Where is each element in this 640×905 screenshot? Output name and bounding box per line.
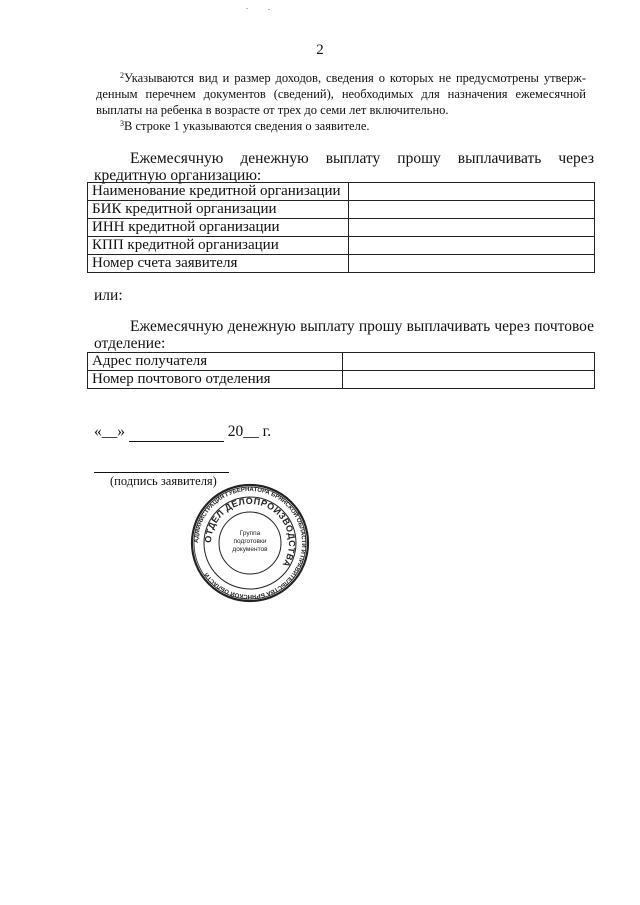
table-row bbox=[88, 353, 595, 371]
credit-row-value[interactable] bbox=[349, 219, 595, 237]
credit-row-value[interactable] bbox=[349, 237, 595, 255]
credit-intro: Ежемесячную денежную выплату прошу выплачивать через кредитную организацию: bbox=[94, 150, 594, 184]
table-row bbox=[88, 201, 595, 219]
postal-row-value[interactable] bbox=[343, 353, 595, 371]
credit-row-label: КПП кредитной организации bbox=[88, 237, 349, 255]
credit-row-value[interactable] bbox=[349, 255, 595, 273]
footnote-2-text: Указываются вид и размер доходов, сведения о которых не предусмотрены утверж-денным перечнем документов (сведений), необходимых для назначения ежемесячной выплаты на ребенка в возрасте от трех до семи лет включительно. bbox=[96, 71, 586, 117]
credit-row-label: Номер счета заявителя bbox=[88, 255, 349, 273]
stamp-outer-text: АДМИНИСТРАЦИЯ ГУБЕРНАТОРА БРЯНСКОЙ ОБЛАСТИ И ПРАВИТЕЛЬСТВА БРЯНСКОЙ ОБЛАСТИ bbox=[193, 486, 307, 600]
date-day: «__» bbox=[94, 423, 125, 440]
signature-caption: (подпись заявителя) bbox=[110, 474, 217, 488]
date-line bbox=[94, 423, 271, 442]
credit-row-label: Наименование кредитной организации bbox=[88, 183, 349, 201]
or-text: или: bbox=[94, 287, 123, 304]
scan-speck bbox=[246, 8, 248, 9]
stamp-center-line1: Группа bbox=[239, 530, 261, 537]
scan-speck bbox=[268, 9, 270, 10]
table-row bbox=[88, 237, 595, 255]
footnote-3 bbox=[120, 118, 370, 134]
footnote-3-text: В строке 1 указываются сведения о заявителе. bbox=[124, 119, 370, 133]
postal-row-label: Номер почтового отделения bbox=[88, 371, 343, 389]
credit-row-label: БИК кредитной организации bbox=[88, 201, 349, 219]
stamp-center-line3: документов bbox=[232, 546, 268, 553]
date-month-blank[interactable] bbox=[129, 423, 224, 442]
footnote-2-mark: 2 bbox=[120, 71, 124, 80]
postal-row-label: Адрес получателя bbox=[88, 353, 343, 371]
credit-row-value[interactable] bbox=[349, 201, 595, 219]
table-row bbox=[88, 255, 595, 273]
page-number: 2 bbox=[316, 42, 324, 58]
stamp-center-line2: подготовки bbox=[233, 538, 267, 545]
date-year-prefix: 20__ bbox=[227, 423, 259, 440]
postal-table bbox=[87, 352, 595, 389]
date-year-suffix: г. bbox=[262, 423, 272, 440]
table-row bbox=[88, 371, 595, 389]
credit-org-table bbox=[87, 182, 595, 273]
footnote-3-mark: 3 bbox=[120, 119, 124, 128]
credit-row-value[interactable] bbox=[349, 183, 595, 201]
stamp-middle-text: ОТДЕЛ ДЕЛОПРОИЗВОДСТВА bbox=[202, 495, 298, 570]
footnote-2 bbox=[96, 70, 586, 118]
postal-intro: Ежемесячную денежную выплату прошу выплачивать через почтовое отделение: bbox=[94, 318, 594, 352]
postal-row-value[interactable] bbox=[343, 371, 595, 389]
table-row bbox=[88, 183, 595, 201]
credit-row-label: ИНН кредитной организации bbox=[88, 219, 349, 237]
official-stamp bbox=[190, 483, 310, 603]
table-row bbox=[88, 219, 595, 237]
signature-line[interactable] bbox=[94, 472, 229, 473]
